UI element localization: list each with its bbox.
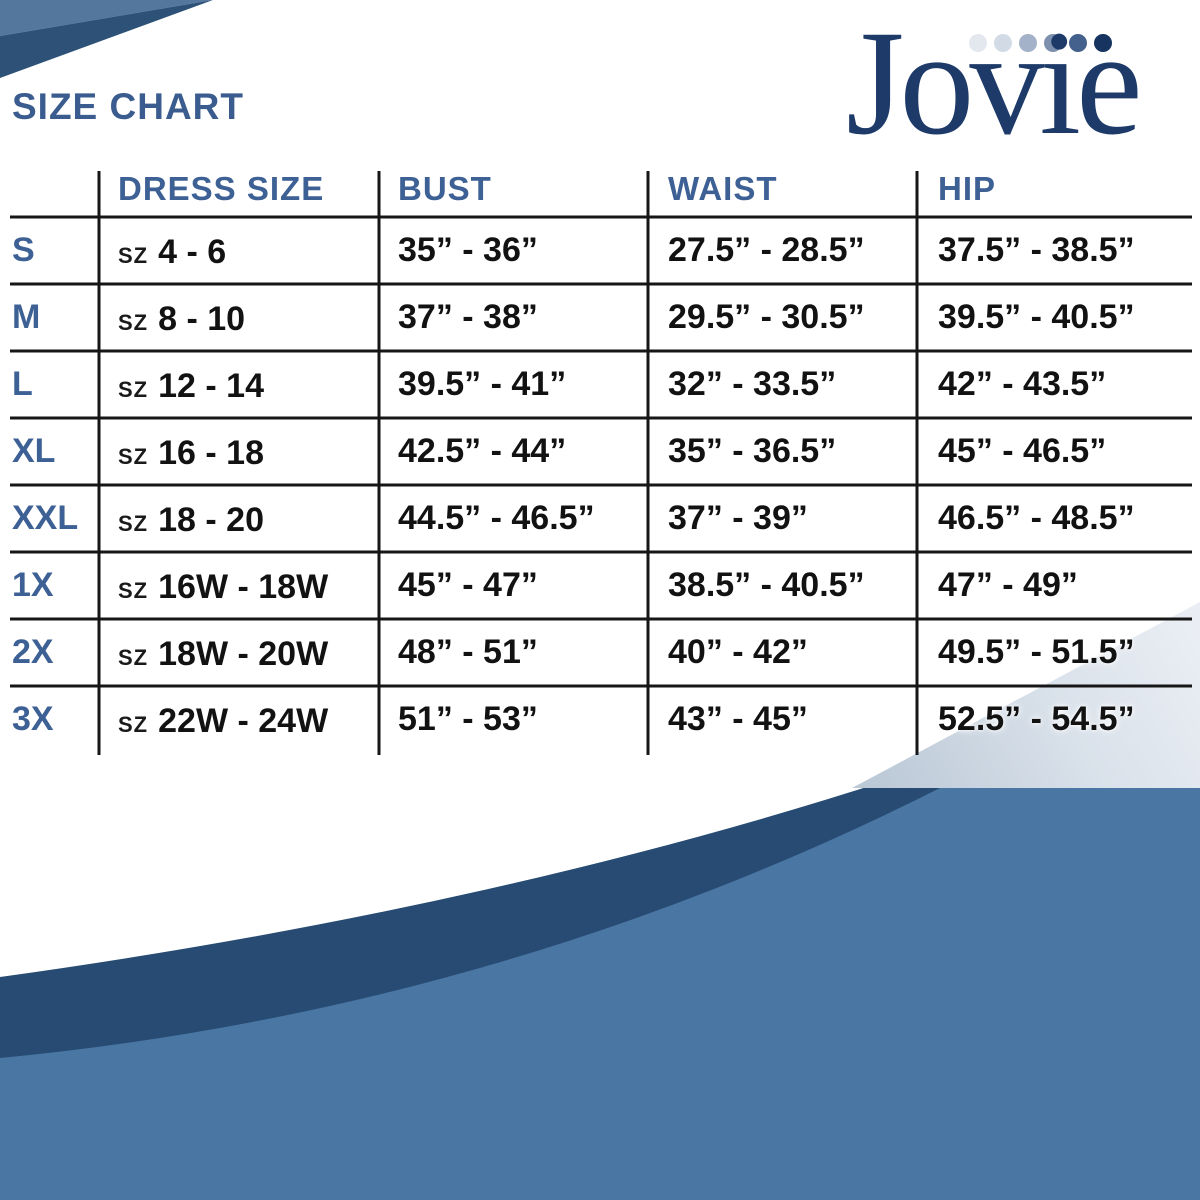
column-header-bust: BUST — [398, 170, 492, 207]
sz-prefix: SZ — [118, 310, 149, 335]
bust-range-cell: 42.5” - 44” — [398, 432, 567, 470]
waist-range-cell: 37” - 39” — [668, 499, 808, 537]
bust-range-cell: 51” - 53” — [398, 700, 538, 738]
bust-range-cell: 39.5” - 41” — [398, 365, 567, 403]
dress-size-cell — [118, 284, 376, 351]
sz-prefix: SZ — [118, 645, 149, 670]
dress-size-cell — [118, 619, 376, 686]
size-label: 3X — [12, 700, 54, 738]
sz-prefix: SZ — [118, 712, 149, 737]
dress-size-range: 22W - 24W — [158, 702, 329, 740]
table-row-l — [0, 351, 1200, 418]
table-row-m — [0, 284, 1200, 351]
dress-size-cell — [118, 351, 376, 418]
size-label: S — [12, 231, 35, 269]
waist-range-cell: 40” - 42” — [668, 633, 808, 671]
table-row-2x — [0, 619, 1200, 686]
table-row-s — [0, 217, 1200, 284]
bust-range-cell: 45” - 47” — [398, 566, 538, 604]
waist-range-cell: 35” - 36.5” — [668, 432, 837, 470]
dress-size-cell — [118, 485, 376, 552]
column-header-dress-size: DRESS SIZE — [118, 170, 325, 207]
dress-size-range: 4 - 6 — [158, 233, 227, 271]
column-header-waist: WAIST — [668, 170, 778, 207]
dress-size-range: 8 - 10 — [158, 300, 246, 338]
hip-range-cell: 49.5” - 51.5” — [938, 633, 1135, 671]
waist-range-cell: 43” - 45” — [668, 700, 808, 738]
sz-prefix: SZ — [118, 578, 149, 603]
sz-prefix: SZ — [118, 511, 149, 536]
table-row-3x — [0, 686, 1200, 753]
bust-range-cell: 48” - 51” — [398, 633, 538, 671]
size-label: XL — [12, 432, 56, 470]
waist-range-cell: 38.5” - 40.5” — [668, 566, 865, 604]
hip-range-cell: 52.5” - 54.5” — [938, 700, 1135, 738]
hip-range-cell: 47” - 49” — [938, 566, 1078, 604]
dress-size-range: 18W - 20W — [158, 635, 329, 673]
bust-range-cell: 35” - 36” — [398, 231, 538, 269]
dress-size-range: 16W - 18W — [158, 568, 329, 606]
page-title: SIZE CHART — [12, 86, 244, 127]
bust-range-cell: 37” - 38” — [398, 298, 538, 336]
hip-range-cell: 37.5” - 38.5” — [938, 231, 1135, 269]
dress-size-cell — [118, 686, 376, 753]
size-label: XXL — [12, 499, 79, 537]
size-label: M — [12, 298, 41, 336]
dress-size-range: 16 - 18 — [158, 434, 264, 472]
dress-size-range: 18 - 20 — [158, 501, 264, 539]
table-row-1x — [0, 552, 1200, 619]
size-label: L — [12, 365, 33, 403]
bust-range-cell: 44.5” - 46.5” — [398, 499, 595, 537]
column-header-hip: HIP — [938, 170, 997, 207]
hip-range-cell: 46.5” - 48.5” — [938, 499, 1135, 537]
sz-prefix: SZ — [118, 444, 149, 469]
hip-range-cell: 42” - 43.5” — [938, 365, 1107, 403]
waist-range-cell: 29.5” - 30.5” — [668, 298, 865, 336]
dress-size-cell — [118, 217, 376, 284]
size-label: 1X — [12, 566, 54, 604]
table-row-xxl — [0, 485, 1200, 552]
sz-prefix: SZ — [118, 377, 149, 402]
waist-range-cell: 27.5” - 28.5” — [668, 231, 865, 269]
table-row-xl — [0, 418, 1200, 485]
dress-size-range: 12 - 14 — [158, 367, 264, 405]
size-label: 2X — [12, 633, 54, 671]
hip-range-cell: 39.5” - 40.5” — [938, 298, 1135, 336]
waist-range-cell: 32” - 33.5” — [668, 365, 837, 403]
dress-size-cell — [118, 418, 376, 485]
dress-size-cell — [118, 552, 376, 619]
hip-range-cell: 45” - 46.5” — [938, 432, 1107, 470]
sz-prefix: SZ — [118, 243, 149, 268]
brand-wordmark: Jovie — [846, 0, 1138, 166]
